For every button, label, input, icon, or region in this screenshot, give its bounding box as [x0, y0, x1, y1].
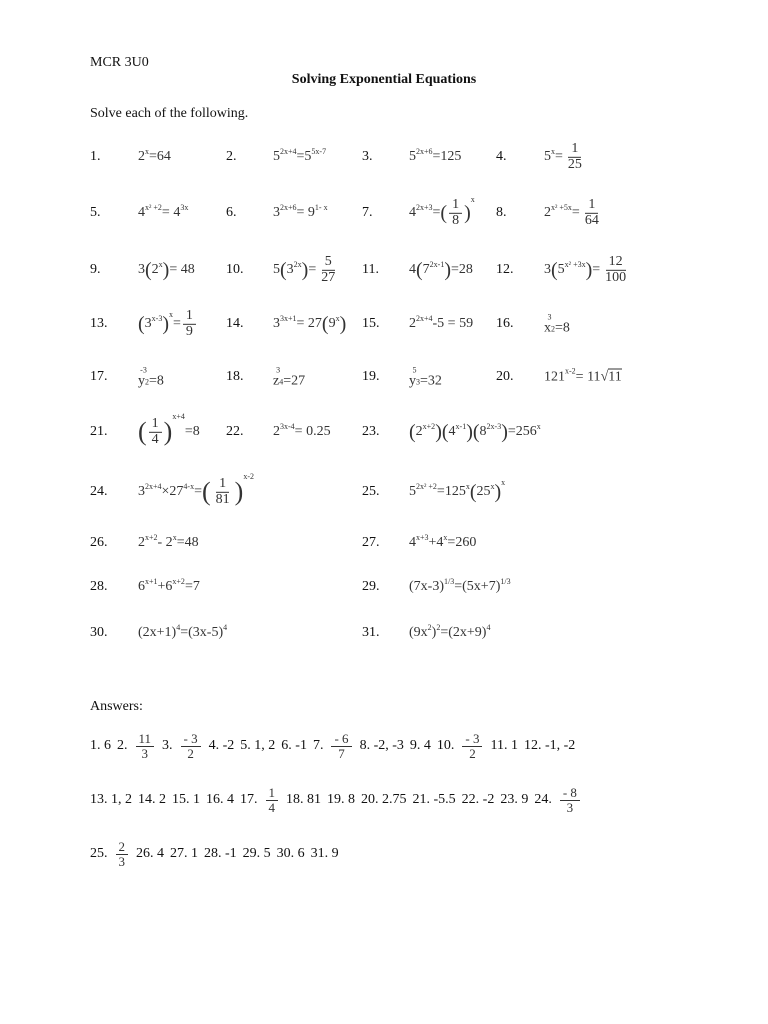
problem-row-6 [0, 411, 768, 480]
problem-number: 30. [90, 625, 108, 640]
equation-12: 3 ( 5 $^{x^2 +3x}$ ) = $\frac{12}{100}$ [544, 253, 627, 285]
problem-row-9 [0, 576, 768, 635]
equation-15: 2 $^{2x+4}$ -5 = 59 [409, 313, 474, 331]
equation-19: 5 y3 =32 [409, 365, 442, 389]
problem-number: 27. [362, 535, 380, 550]
problem-number: 16. [496, 316, 514, 331]
answer: 15. 1 [172, 792, 200, 808]
problem-number: 31. [362, 625, 380, 640]
answer: 5. 1, 2 [240, 738, 276, 754]
equation-24: 3 $^{2x+4}$ ×27 $^{4-x}$ = ( 1 81 ) $^{x-2}$ [138, 471, 255, 507]
equation-26: 2 $^{x+2}$ - 2 $^x$ =48 [138, 532, 199, 550]
answer-fraction: 2 3 [116, 840, 129, 868]
answer: 20. 2.75 [361, 792, 407, 808]
answer: 31. 9 [310, 846, 339, 862]
equation-18: 3 z4 =27 [273, 365, 306, 389]
problem-number: 11. [362, 262, 379, 277]
problem-number: 7. [362, 205, 373, 220]
answer: 14. 2 [138, 792, 166, 808]
equation-22: 2 $^{3x-4}$ = 0.25 [273, 421, 331, 439]
answer: 12. -1, -2 [523, 738, 576, 754]
answer: 2. [117, 738, 128, 754]
problem-number: 8. [496, 205, 507, 220]
problem-number: 29. [362, 579, 380, 594]
answer: 18. 81 [286, 792, 321, 808]
problem-number: 3. [362, 149, 373, 164]
problem-number: 25. [362, 484, 380, 499]
answer: 29. 5 [242, 846, 271, 862]
answer: 6. -1 [281, 738, 307, 754]
equation-14: 3 $^{3x+1}$ = 27 ( 9 $^x$ ) [273, 313, 347, 335]
equation-3: 5 $^{2x+6}$ =125 [409, 146, 462, 164]
problem-number: 6. [226, 205, 237, 220]
answer: 13. 1, 2 [90, 792, 132, 808]
problem-number: 23. [362, 424, 380, 439]
problem-number: 5. [90, 205, 101, 220]
answer-fraction: - 3 2 [462, 732, 482, 760]
equation-30: (2x+1) $^4$ = (3x-5) $^4$ [138, 622, 228, 640]
problem-row-4 [0, 307, 768, 372]
answer: 19. 8 [327, 792, 355, 808]
problem-number: 2. [226, 149, 237, 164]
equation-21: ( 1 4 ) $^{x+4}$ =8 [138, 411, 200, 447]
answers-heading: Answers: [90, 699, 143, 714]
equation-13: ( 3 $^{x-3}$ ) $^x$ = $\frac{1}{9}$ [138, 309, 198, 339]
answers-line-1 [90, 732, 575, 760]
answer-fraction: 1 4 [266, 786, 279, 814]
equation-2: 5 $^{2x+4}$ =5 $^{5x-7}$ [273, 146, 327, 164]
equation-4: 5 $^x$ = $\frac{1}{25}$ [544, 140, 582, 172]
problem-row-8 [0, 532, 768, 591]
square-root-icon: √ [600, 369, 609, 384]
equation-17: -3 y2 =8 [138, 365, 164, 389]
problem-number: 12. [496, 262, 514, 277]
worksheet-title: Solving Exponential Equations [291, 72, 477, 87]
problem-number: 18. [226, 369, 244, 384]
problem-number: 22. [226, 424, 244, 439]
problem-row-10 [0, 622, 768, 681]
answer: 7. [312, 738, 324, 754]
equation-9: 3 ( 2 $^x$ ) = 48 [138, 259, 195, 281]
equation-31: (9x $^2$ ) $^2$ = (2x+9) $^4$ [409, 622, 491, 640]
answer: 16. 4 [206, 792, 234, 808]
answer: 17. [240, 792, 258, 808]
answer-fraction: - 3 2 [181, 732, 201, 760]
equation-11: 4 ( 7 $^{2x-1}$ ) =28 [409, 259, 473, 281]
problem-number: 26. [90, 535, 108, 550]
problem-row-7 [0, 471, 768, 540]
answer-fraction: - 8 3 [560, 786, 580, 814]
problem-number: 15. [362, 316, 380, 331]
answer: 8. -2, -3 [359, 738, 404, 754]
answer: 25. [90, 846, 108, 862]
equation-25: 5 $^{2x^2 +2}$ =125 $^x$ ( 25 $^x$ ) $^x$ [409, 477, 506, 503]
equation-23: ( 2 $^{x+2}$ ) ( 4 $^{x-1}$ ) ( 8 $^{2x-3}$ ) =256 $^x$ [409, 421, 541, 443]
answer: 9. 4 [409, 738, 431, 754]
answer: 10. [436, 738, 455, 754]
answer: 4. -2 [208, 738, 235, 754]
problem-number: 24. [90, 484, 108, 499]
problem-number: 10. [226, 262, 244, 277]
equation-7: 4 $^{2x+3}$ = ( 1 8 ) $^x$ [409, 194, 475, 228]
answer: 21. -5.5 [412, 792, 456, 808]
problem-number: 4. [496, 149, 507, 164]
answer: 23. 9 [500, 792, 529, 808]
answer: 26. 4 [136, 846, 164, 862]
answer-fraction: 11 3 [136, 732, 155, 760]
problem-row-5 [0, 365, 768, 425]
equation-5: 4 $^{x^2 +2}$ = 4 $^{3x}$ [138, 202, 189, 220]
answers-line-2 [90, 786, 582, 814]
problem-number: 13. [90, 316, 108, 331]
problem-number: 9. [90, 262, 101, 277]
problem-row-1 [0, 140, 768, 205]
equation-6: 3 $^{2x+6}$ = 9 $^{1- x}$ [273, 202, 328, 220]
answer: 28. -1 [204, 846, 237, 862]
problem-number: 17. [90, 369, 108, 384]
problem-number: 20. [496, 369, 514, 384]
problem-row-3 [0, 253, 768, 318]
equation-28: 6 $^{x+1}$ +6 $^{x+2}$ =7 [138, 576, 200, 594]
equation-8: 2 $^{x^2 +5x}$ = $\frac{1}{64}$ [544, 196, 599, 228]
problem-number: 28. [90, 579, 108, 594]
problem-row-2 [0, 194, 768, 261]
problem-number: 21. [90, 424, 108, 439]
answer: 3. [162, 738, 173, 754]
problem-number: 19. [362, 369, 380, 384]
equation-20: 121 $^{x-2}$ = 11 √ 11 [544, 366, 622, 385]
equation-29: (7x-3) $^{1/3}$ = (5x+7) $^{1/3}$ [409, 576, 511, 594]
equation-10: 5 ( 3 $^{2x}$ ) = $\frac{5}{27}$ [273, 253, 336, 285]
equation-1: 2 $^x$ =64 [138, 146, 171, 164]
equation-27: 4 $^{x+3}$ +4 $^x$ =260 [409, 532, 477, 550]
answer: 22. -2 [461, 792, 495, 808]
answer: 30. 6 [276, 846, 305, 862]
answer: 24. [534, 792, 552, 808]
course-code: MCR 3U0 [90, 55, 149, 70]
answers-line-3 [90, 840, 339, 868]
equation-16: 3 x2 =8 [544, 312, 570, 336]
answer: 11. 1 [490, 738, 518, 754]
answer: 1. 6 [90, 738, 111, 754]
answer-fraction: - 6 7 [331, 732, 351, 760]
answer: 27. 1 [170, 846, 198, 862]
problem-number: 14. [226, 316, 244, 331]
problem-number: 1. [90, 149, 101, 164]
instructions: Solve each of the following. [90, 106, 249, 121]
